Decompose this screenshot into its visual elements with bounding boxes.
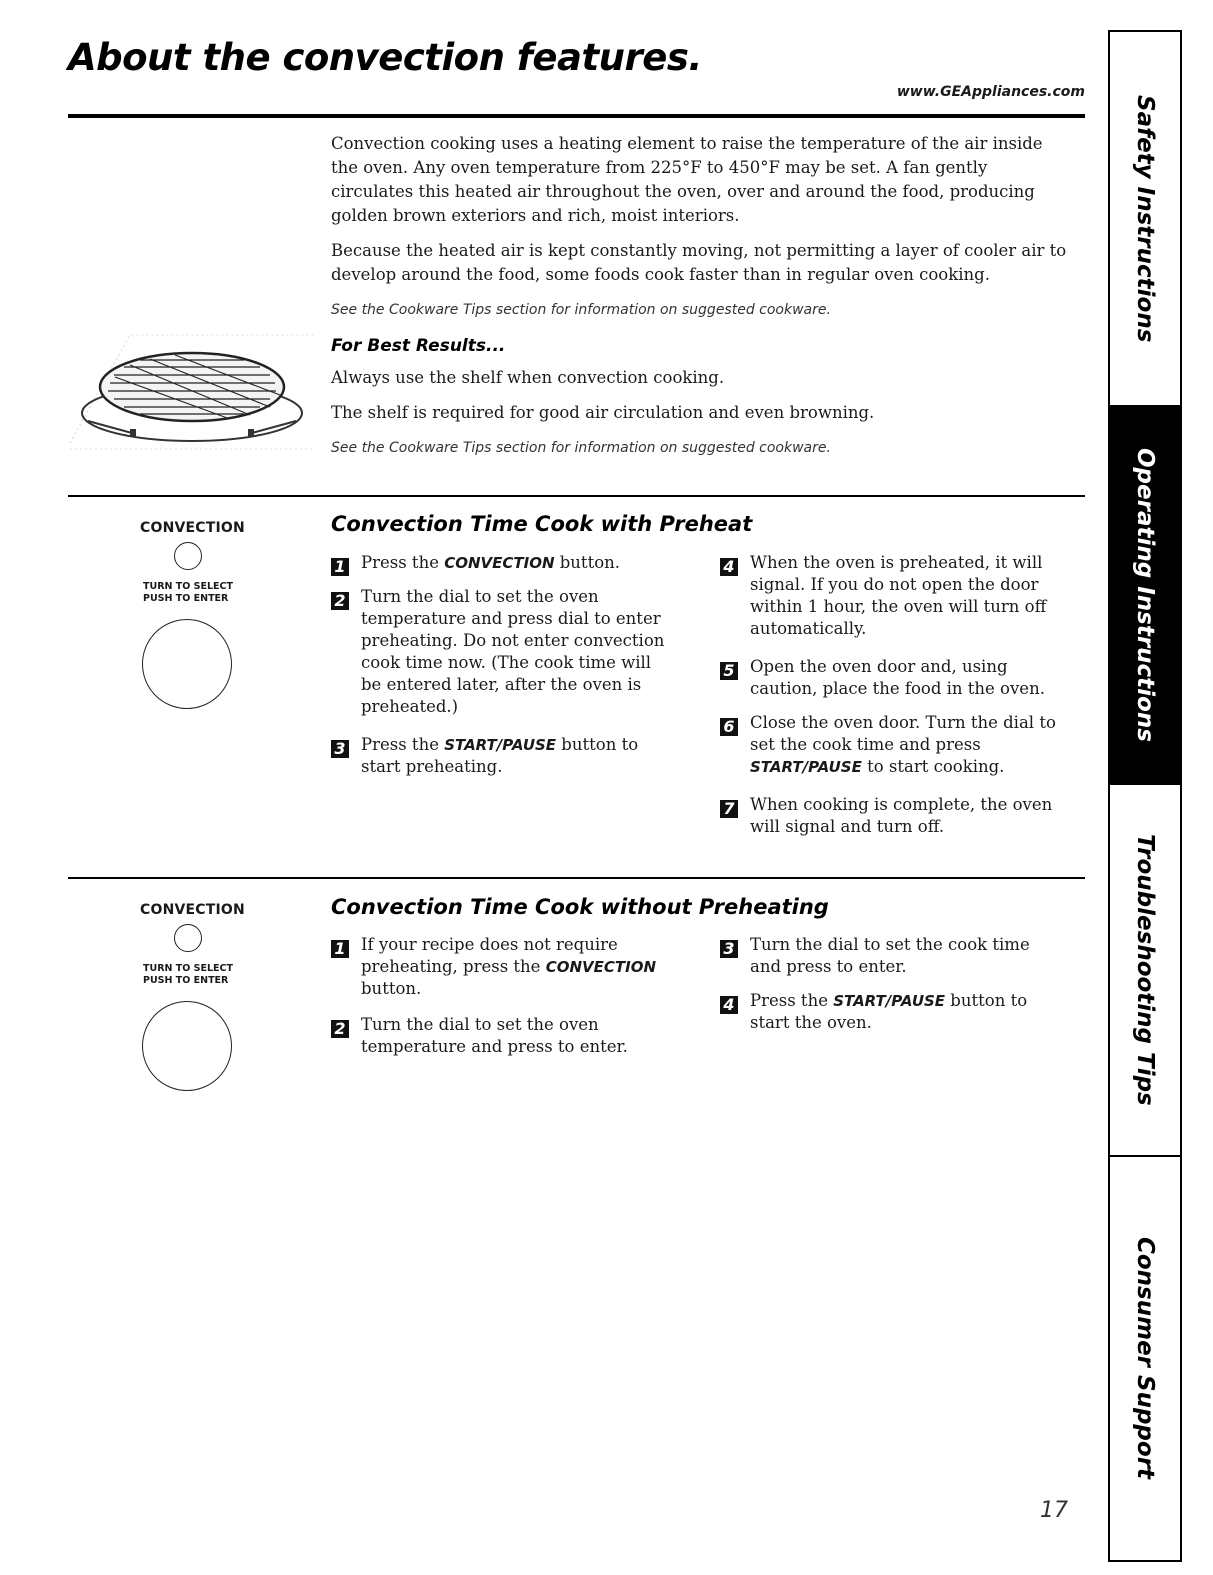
tab-label: Operating Instructions bbox=[1132, 448, 1158, 742]
convection-button-ref: CONVECTION bbox=[444, 554, 555, 572]
page-title: About the convection features. bbox=[68, 36, 702, 79]
control-panel-1 bbox=[118, 520, 253, 709]
convection-button-icon bbox=[174, 924, 202, 952]
oven-shelf-illustration bbox=[70, 325, 315, 455]
push-to-enter-label: PUSH TO ENTER bbox=[143, 975, 229, 986]
tab-consumer-support[interactable] bbox=[1110, 1157, 1180, 1560]
step-number-badge: 4 bbox=[720, 996, 738, 1014]
no-preheat-step-3: 3 Turn the dial to set the cook time and press to enter. bbox=[720, 934, 1065, 978]
turn-to-select-label: TURN TO SELECT bbox=[143, 963, 233, 974]
start-pause-button-ref: START/PAUSE bbox=[833, 992, 946, 1010]
section-title-preheat: Convection Time Cook with Preheat bbox=[331, 512, 753, 536]
section-divider-2 bbox=[68, 877, 1085, 879]
intro-paragraph-3: Always use the shelf when convection cooking. bbox=[331, 368, 725, 387]
preheat-step-3: 3 Press the START/PAUSE button to start preheating. bbox=[331, 734, 671, 778]
convection-button-icon bbox=[174, 542, 202, 570]
page-number: 17 bbox=[1040, 1498, 1068, 1523]
step-number-badge: 1 bbox=[331, 940, 349, 958]
step-number-badge: 2 bbox=[331, 1020, 349, 1038]
intro-section bbox=[331, 132, 1073, 472]
preheat-step-6: 6 Close the oven door. Turn the dial to set the cook time and press START/PAUSE to start cooking. bbox=[720, 712, 1060, 778]
step-number-badge: 6 bbox=[720, 718, 738, 736]
convection-button-ref: CONVECTION bbox=[545, 958, 656, 976]
step-number-badge: 4 bbox=[720, 558, 738, 576]
section-title-no-preheat: Convection Time Cook without Preheating bbox=[331, 895, 829, 919]
tab-label: Safety Instructions bbox=[1132, 95, 1158, 343]
header-rule bbox=[68, 114, 1085, 118]
preheat-step-1: 1 Press the CONVECTION button. bbox=[331, 552, 671, 574]
preheat-step-4: 4 When the oven is preheated, it will signal. If you do not open the door within 1 hour, the oven will turn off automatically. bbox=[720, 552, 1060, 640]
dial-icon bbox=[142, 1001, 232, 1091]
step-number-badge: 3 bbox=[720, 940, 738, 958]
convection-label: CONVECTION bbox=[140, 520, 245, 536]
tab-safety-instructions[interactable] bbox=[1110, 32, 1180, 406]
no-preheat-step-4: 4 Press the START/PAUSE button to start the oven. bbox=[720, 990, 1065, 1034]
section-divider-1 bbox=[68, 495, 1085, 497]
website-url[interactable]: www.GEAppliances.com bbox=[896, 84, 1085, 100]
step-number-badge: 3 bbox=[331, 740, 349, 758]
dial-icon bbox=[142, 619, 232, 709]
step-number-badge: 2 bbox=[331, 592, 349, 610]
step-number-badge: 7 bbox=[720, 800, 738, 818]
turn-to-select-label: TURN TO SELECT bbox=[143, 581, 233, 592]
no-preheat-step-1: 1 If your recipe does not require preheating, press the CONVECTION button. bbox=[331, 934, 671, 1000]
push-to-enter-label: PUSH TO ENTER bbox=[143, 593, 229, 604]
intro-paragraph-1: Convection cooking uses a heating element to raise the temperature of the air inside the oven. Any oven temperature from 225°F to 450°F may be set. A fan gently circulates this heated air throughout the oven, over and around the food, producing golden brown exteriors and rich, moist interiors. bbox=[331, 134, 1043, 225]
control-panel-2 bbox=[118, 902, 253, 1091]
preheat-step-2: 2 Turn the dial to set the oven temperature and press dial to enter preheating. Do not enter convection cook time now. (The cook time will be entered later, after the oven is preheated.) bbox=[331, 586, 671, 718]
preheat-step-7: 7 When cooking is complete, the oven will signal and turn off. bbox=[720, 794, 1060, 838]
start-pause-button-ref: START/PAUSE bbox=[750, 758, 862, 776]
cookware-note-1: See the Cookware Tips section for information on suggested cookware. bbox=[331, 302, 831, 318]
tab-operating-instructions[interactable] bbox=[1110, 407, 1180, 783]
step-number-badge: 1 bbox=[331, 558, 349, 576]
start-pause-button-ref: START/PAUSE bbox=[444, 736, 557, 754]
preheat-step-5: 5 Open the oven door and, using caution, place the food in the oven. bbox=[720, 656, 1060, 700]
tab-troubleshooting-tips[interactable] bbox=[1110, 785, 1180, 1155]
intro-paragraph-4: The shelf is required for good air circulation and even browning. bbox=[331, 403, 875, 422]
tab-label: Consumer Support bbox=[1132, 1237, 1158, 1480]
tab-label: Troubleshooting Tips bbox=[1132, 834, 1158, 1106]
convection-label: CONVECTION bbox=[140, 902, 245, 918]
cookware-note-2: See the Cookware Tips section for information on suggested cookware. bbox=[331, 440, 831, 456]
best-results-heading: For Best Results... bbox=[331, 336, 506, 356]
no-preheat-step-2: 2 Turn the dial to set the oven temperature and press to enter. bbox=[331, 1014, 671, 1058]
step-number-badge: 5 bbox=[720, 662, 738, 680]
intro-paragraph-2: Because the heated air is kept constantly moving, not permitting a layer of cooler air to develop around the food, some foods cook faster than in regular oven cooking. bbox=[331, 241, 1067, 284]
